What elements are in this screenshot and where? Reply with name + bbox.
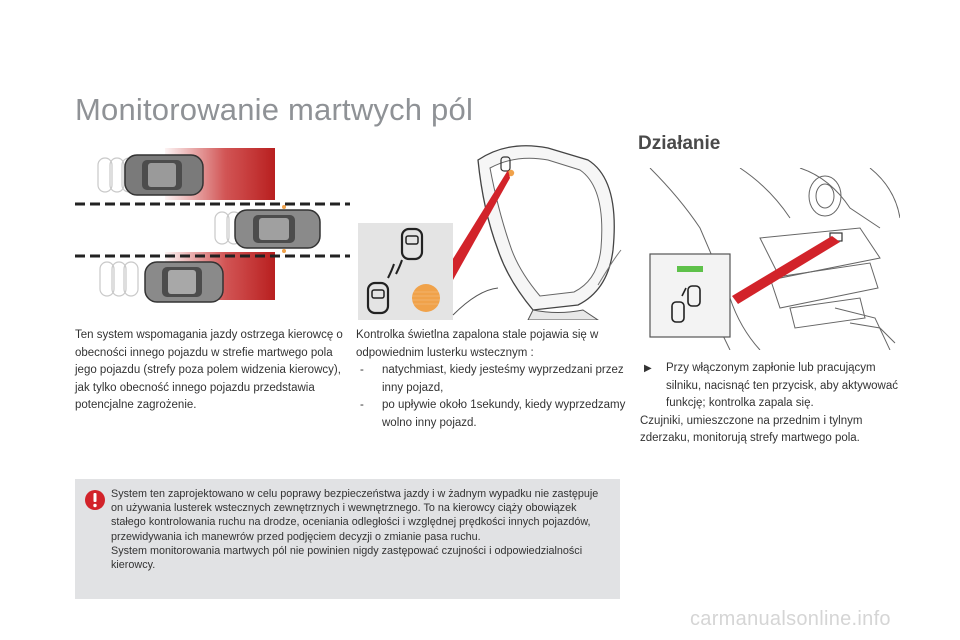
dashboard-button-illustration (620, 168, 900, 350)
list-item: - natychmiast, kiedy jesteśmy wyprzedzani przez inny pojazd, (356, 362, 626, 397)
indicator-description (356, 327, 626, 432)
car-icon (235, 205, 320, 253)
intro-paragraph: Ten system wspomagania jazdy ostrzega kierowcę o obecności innego pojazdu w strefie martwego pola jego pojazdu (strefy poza polem widzenia kierowcy), jak tylko obecność innego pojazdu przedstawia potencjalne zagrożenie. (75, 329, 343, 411)
indicator-list (356, 362, 626, 432)
operation-description (640, 360, 910, 448)
button-led-icon (677, 266, 703, 272)
blind-spot-zones-illustration (70, 140, 355, 310)
warning-box (75, 479, 620, 599)
list-item: - po upływie około 1sekundy, kiedy wyprzedzamy wolno inny pojazd. (356, 397, 626, 432)
section-heading: Działanie (638, 133, 721, 154)
operation-step-text: Przy włączonym zapłonie lub pracującym silniku, nacisnąć ten przycisk, aby aktywować funkcję; kontrolka zapala się. (666, 362, 899, 409)
watermark: carmanualsonline.info (690, 608, 891, 630)
operation-step (640, 360, 910, 413)
sensors-note: Czujniki, umieszczone na przednim i tylnym zderzaku, monitorują strefy martwego pola. (640, 414, 863, 444)
warning-text (111, 487, 611, 572)
warning-exclamation-icon (84, 489, 106, 511)
warning-line: System ten zaprojektowano w celu poprawy bezpieczeństwa jazdy i w żadnym wypadku nie zastępuje on używania lusterek wstecznych zewnętrznych i wewnętrznego. To na kierowcy ciąży obowiązek stałego kontrolowania ruchu na drodze, oceniania odległości i względnej prędkości innych pojazdów, przewidywania ich manewrów przed podjęciem decyzji o zmianie pasa ruchu. (111, 488, 599, 543)
warning-line: System monitorowania martwych pól nie powinien nigdy zastępować czujności i odpowiedzialności kierowcy. (111, 544, 583, 572)
arrow-bullet-icon: ▶ (644, 363, 652, 374)
indicator-intro: Kontrolka świetlna zapalona stale pojawia się w odpowiednim lusterku wstecznym : (356, 329, 599, 359)
car-icon (125, 155, 203, 195)
car-icon (145, 262, 223, 302)
mirror-indicator-illustration (358, 140, 623, 320)
page-title: Monitorowanie martwych pól (75, 92, 474, 127)
warning-light-icon (412, 284, 440, 312)
